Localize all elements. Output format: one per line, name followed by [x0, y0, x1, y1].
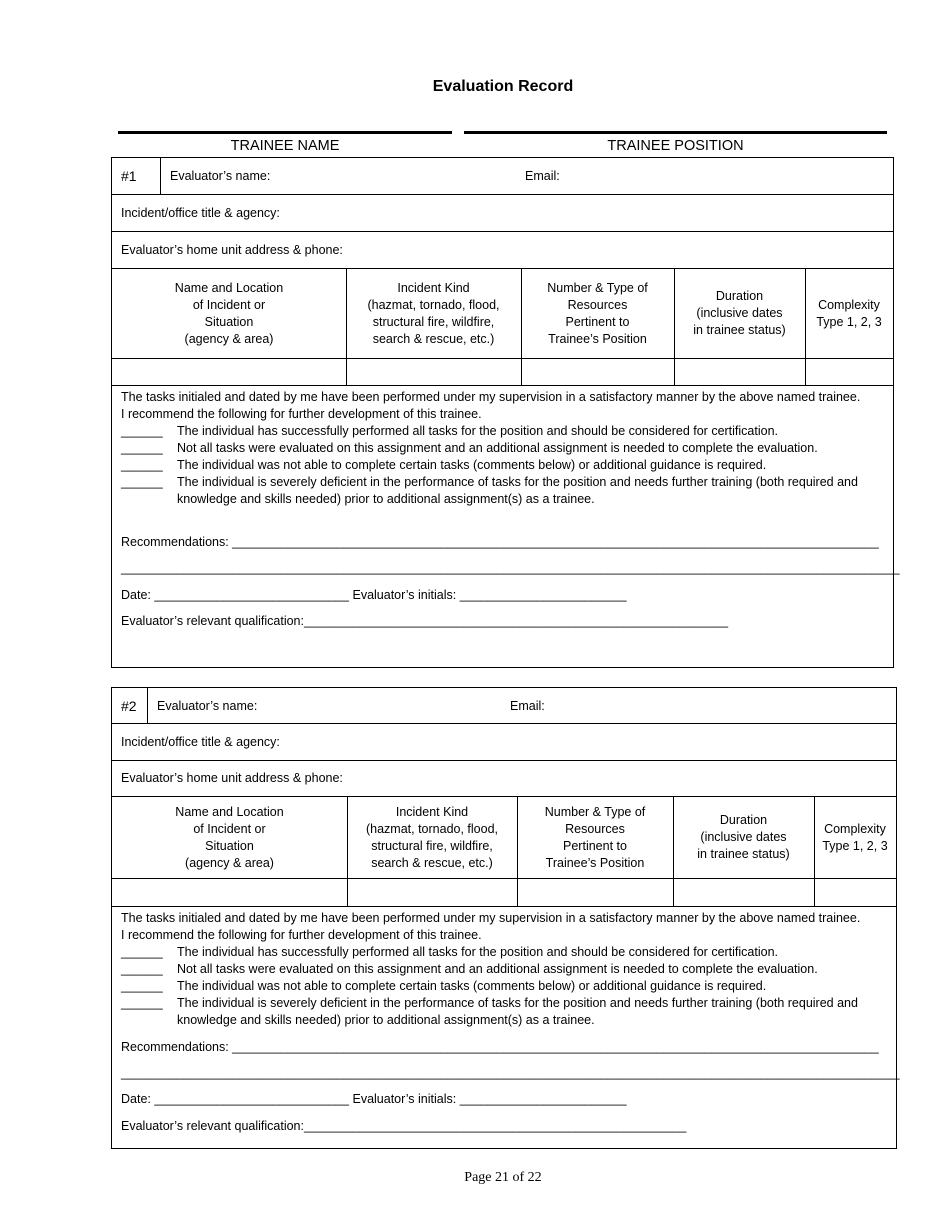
- option-blank[interactable]: ______: [121, 996, 163, 1010]
- cell-resources[interactable]: [521, 359, 674, 385]
- option-blank[interactable]: ______: [121, 441, 163, 455]
- recommendations-line-2[interactable]: ________________________________________________________________________________________________________________: [121, 561, 900, 575]
- cell-name-location[interactable]: [112, 879, 347, 906]
- option-text: The individual has successfully performed all tasks for the position and should be considered for certification.: [177, 424, 779, 438]
- qualification-field[interactable]: Evaluator’s relevant qualification:_______________________________________________________: [121, 1119, 687, 1133]
- col-complexity: Complexity Type 1, 2, 3: [816, 297, 882, 329]
- cell-complexity[interactable]: [814, 879, 896, 906]
- option-4[interactable]: [121, 474, 885, 508]
- recommendations-field[interactable]: Recommendations: _____________________________________________________________________________________________: [121, 1040, 879, 1054]
- col-complexity: Complexity Type 1, 2, 3: [822, 821, 888, 853]
- option-text: The individual was not able to complete certain tasks (comments below) or additional guidance is required.: [177, 458, 767, 472]
- statement-section: [121, 389, 885, 508]
- option-blank[interactable]: ______: [121, 945, 163, 959]
- cell-name-location[interactable]: [112, 359, 346, 385]
- evaluator-name-label[interactable]: Evaluator’s name:: [157, 699, 258, 713]
- date-initials-field[interactable]: Date: ____________________________ Evaluator’s initials: ________________________: [121, 1092, 627, 1106]
- date-initials-field[interactable]: Date: ____________________________ Evaluator’s initials: ________________________: [121, 588, 627, 602]
- cell-duration[interactable]: [674, 359, 805, 385]
- evaluation-number: #2: [121, 698, 137, 714]
- col-duration: Duration (inclusive dates in trainee status): [693, 289, 786, 337]
- option-blank[interactable]: ______: [121, 458, 163, 472]
- evaluation-block-1: [111, 157, 900, 668]
- col-name-location: Name and Location of Incident or Situation (agency & area): [174, 280, 284, 346]
- incident-table-row: [112, 359, 893, 386]
- cell-duration[interactable]: [673, 879, 814, 906]
- evaluation-number: #1: [121, 168, 137, 184]
- page-number: Page 21 of 22: [464, 1170, 542, 1185]
- cell-incident-kind[interactable]: [347, 879, 517, 906]
- incident-title-label: Incident/office title & agency:: [121, 735, 280, 749]
- option-3[interactable]: [121, 457, 885, 474]
- incident-table-row: [112, 879, 896, 907]
- incident-title-row[interactable]: [112, 724, 896, 761]
- option-text: Not all tasks were evaluated on this assignment and an additional assignment is needed to complete the evaluation.: [177, 441, 818, 455]
- col-resources: Number & Type of Resources Pertinent to Trainee’s Position: [544, 804, 646, 870]
- email-label[interactable]: Email:: [510, 699, 545, 713]
- evaluator-row: [112, 158, 893, 195]
- trainee-name-label: TRAINEE NAME: [230, 138, 340, 154]
- cell-incident-kind[interactable]: [346, 359, 521, 385]
- col-incident-kind: Incident Kind (hazmat, tornado, flood, structural fire, wildfire, search & rescue, etc.): [367, 280, 500, 346]
- option-text: The individual is severely deficient in the performance of tasks for the position and needs further training (both required and knowledge and skills needed) prior to additional assignment(s) as a trainee.: [177, 996, 858, 1027]
- recommendations-line-2[interactable]: ________________________________________________________________________________________________________________: [121, 1066, 900, 1080]
- col-resources: Number & Type of Resources Pertinent to Trainee’s Position: [547, 280, 648, 346]
- recommendations-field[interactable]: Recommendations: _____________________________________________________________________________________________: [121, 535, 879, 549]
- option-text: The individual was not able to complete certain tasks (comments below) or additional guidance is required.: [177, 979, 767, 993]
- statement-line-1: The tasks initialed and dated by me have been performed under my supervision in a satisfactory manner by the above named trainee.: [121, 390, 861, 404]
- option-2[interactable]: [121, 440, 885, 457]
- incident-table-header: [112, 269, 893, 359]
- page-title: Evaluation Record: [432, 78, 574, 95]
- option-4[interactable]: [121, 995, 888, 1029]
- statement-line-2: I recommend the following for further development of this trainee.: [121, 407, 482, 421]
- evaluator-name-label[interactable]: Evaluator’s name:: [170, 169, 271, 183]
- cell-resources[interactable]: [517, 879, 673, 906]
- trainee-position-line[interactable]: [464, 131, 887, 134]
- incident-title-label: Incident/office title & agency:: [121, 206, 280, 220]
- evaluator-row: [112, 688, 896, 724]
- option-blank[interactable]: ______: [121, 424, 163, 438]
- home-unit-row[interactable]: [112, 761, 896, 797]
- col-name-location: Name and Location of Incident or Situation (agency & area): [175, 804, 284, 870]
- trainee-position-label: TRAINEE POSITION: [607, 138, 744, 154]
- option-blank[interactable]: ______: [121, 962, 163, 976]
- incident-title-row[interactable]: [112, 195, 893, 232]
- col-duration: Duration (inclusive dates in trainee status): [697, 813, 790, 861]
- option-text: The individual is severely deficient in the performance of tasks for the position and needs further training (both required and knowledge and skills needed) prior to additional assignment(s) as a trainee.: [177, 475, 858, 506]
- email-label[interactable]: Email:: [525, 169, 560, 183]
- option-blank[interactable]: ______: [121, 475, 163, 489]
- qualification-field[interactable]: Evaluator’s relevant qualification:_____________________________________________________________: [121, 614, 729, 628]
- option-text: The individual has successfully performed all tasks for the position and should be considered for certification.: [177, 945, 779, 959]
- incident-table-header: [112, 797, 896, 879]
- cell-complexity[interactable]: [805, 359, 893, 385]
- option-1[interactable]: [121, 423, 885, 440]
- statement-section: [121, 910, 888, 1029]
- home-unit-label: Evaluator’s home unit address & phone:: [121, 771, 343, 785]
- home-unit-row[interactable]: [112, 232, 893, 269]
- option-2[interactable]: [121, 961, 888, 978]
- col-incident-kind: Incident Kind (hazmat, tornado, flood, structural fire, wildfire, search & rescue, etc.): [365, 804, 499, 870]
- trainee-name-line[interactable]: [118, 131, 452, 134]
- option-3[interactable]: [121, 978, 888, 995]
- statement-line-2: I recommend the following for further development of this trainee.: [121, 928, 482, 942]
- home-unit-label: Evaluator’s home unit address & phone:: [121, 243, 343, 257]
- statement-line-1: The tasks initialed and dated by me have been performed under my supervision in a satisfactory manner by the above named trainee.: [121, 911, 861, 925]
- option-blank[interactable]: ______: [121, 979, 163, 993]
- option-text: Not all tasks were evaluated on this assignment and an additional assignment is needed to complete the evaluation.: [177, 962, 818, 976]
- evaluation-block-2: [111, 687, 900, 1149]
- option-1[interactable]: [121, 944, 888, 961]
